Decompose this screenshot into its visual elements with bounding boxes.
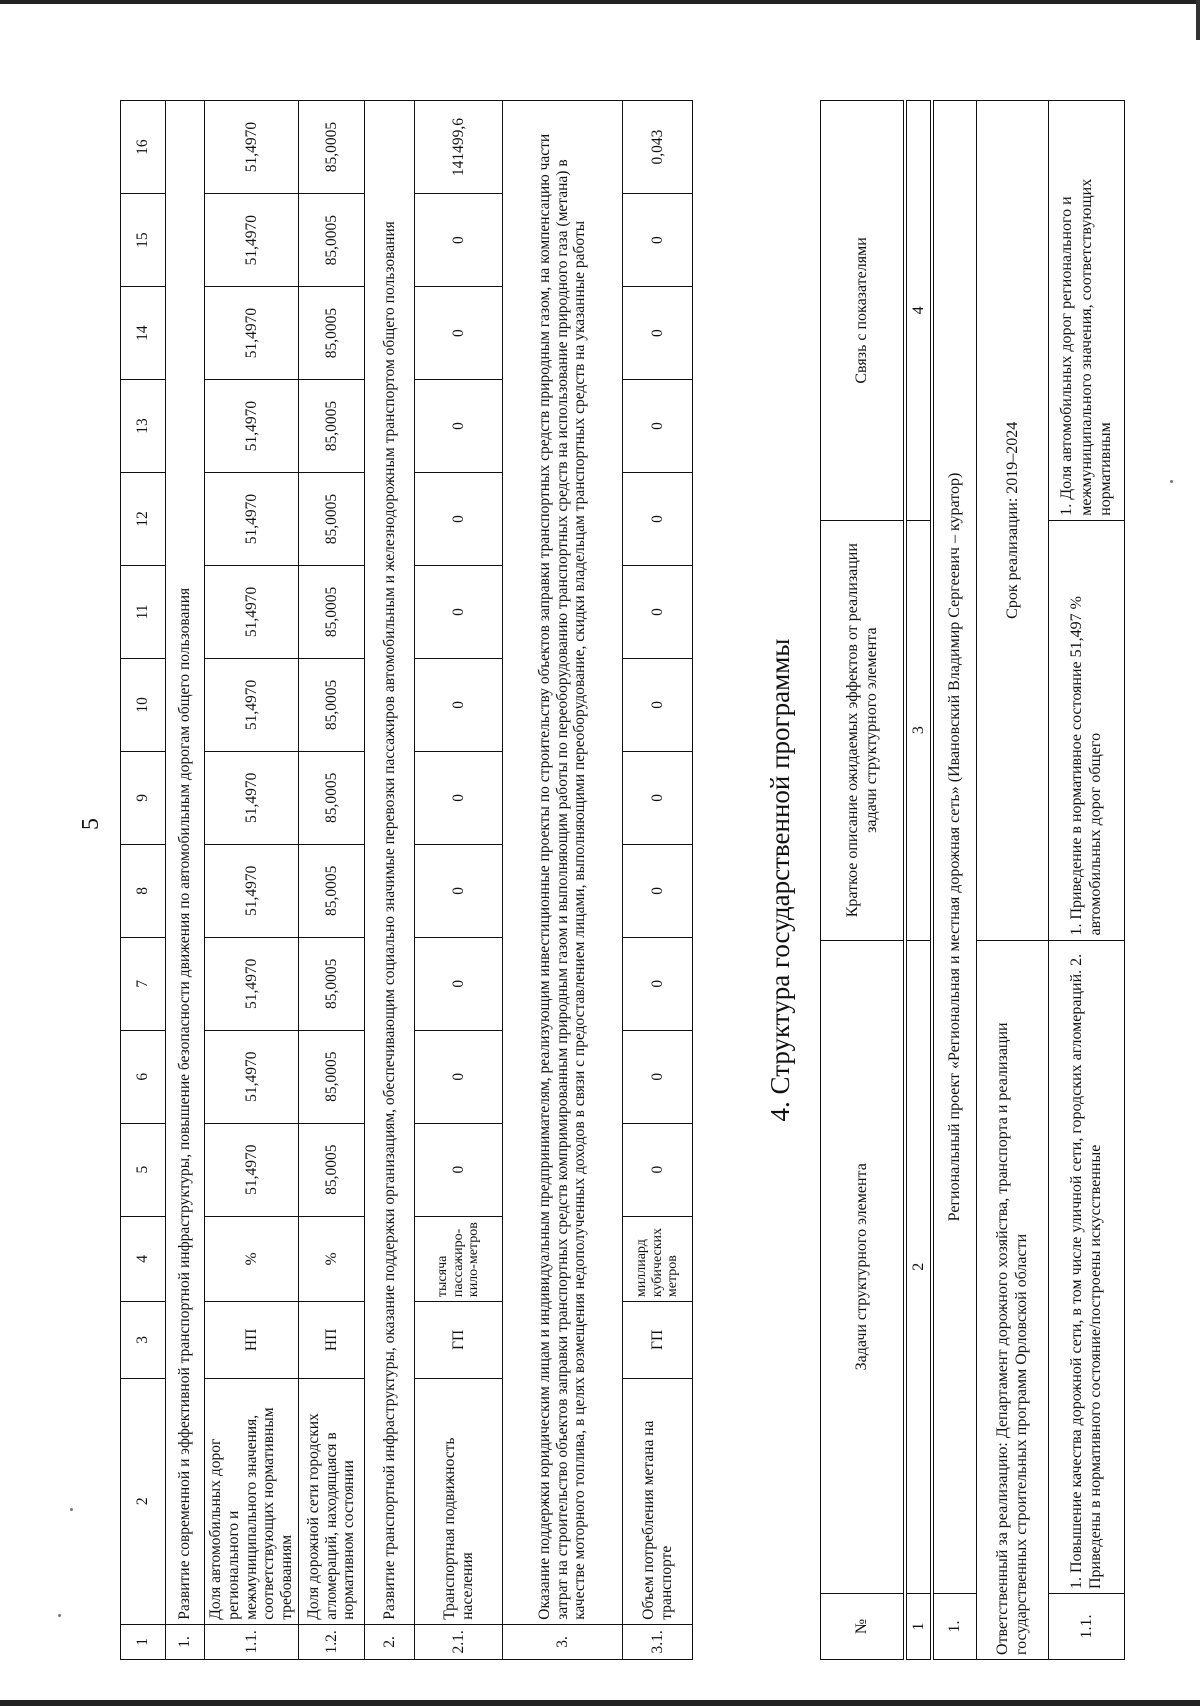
value-cell: 0 (415, 1030, 503, 1123)
value-cell: 85,0005 (299, 194, 365, 287)
table-row (299, 101, 365, 1660)
header-cell: 5 (121, 1123, 166, 1216)
value-cell: 85,0005 (299, 1123, 365, 1216)
value-cell: 0 (415, 751, 503, 844)
column-number: 1 (905, 1594, 932, 1660)
table-row (205, 101, 299, 1660)
row-number: 1.2. (299, 1624, 365, 1659)
value-cell: 0 (623, 751, 693, 844)
section-row (166, 101, 205, 1660)
value-cell: 0 (623, 565, 693, 658)
header-cell: Краткое описание ожидаемых эффектов от реализации задачи структурного элемента (821, 520, 906, 940)
row-number: 1.1. (1048, 1594, 1124, 1660)
value-cell: 51,4970 (205, 287, 299, 380)
indicator-unit: миллиард кубических метров (623, 1216, 693, 1301)
indicators-table (120, 100, 693, 1660)
section-text: Развитие современной и эффективной транспортной инфраструктуры, повышение безопасности движения по автомобильным дорогам общего пользования (166, 101, 205, 1625)
header-cell: 2 (121, 1378, 166, 1624)
value-cell: 85,0005 (299, 937, 365, 1030)
value-cell: 0 (415, 565, 503, 658)
value-cell: 0 (623, 844, 693, 937)
section-row (365, 101, 415, 1660)
value-cell: 0 (415, 1123, 503, 1216)
row-number: 2.1. (415, 1624, 503, 1659)
value-cell: 0 (415, 844, 503, 937)
structure-table (820, 100, 1125, 1660)
value-cell: 51,4970 (205, 194, 299, 287)
column-number: 4 (905, 101, 932, 521)
link-text: 1. Доля автомобильных дорог регионального и межмуниципального значения, соответствующих нормативным (1048, 101, 1124, 521)
indicator-name: Транспортная подвижность населения (415, 1378, 503, 1624)
header-cell: 9 (121, 751, 166, 844)
scan-speck (58, 1614, 61, 1617)
page-number: 5 (78, 818, 104, 830)
header-cell: 15 (121, 194, 166, 287)
section-text: Оказание поддержки юридическим лицам и индивидуальным предпринимателям, реализующим инвестиционные проекты по строительству объектов заправки транспортных средств природным газом, на компенсацию части затрат на строительство объектов заправки транспортных средств компримированным природным газом и выполняющим работы по переоборудованию транспортных средств на использование природного газа (метана) в качестве моторного топлива, в целях возмещения недополученных доходов в связи с предоставлением лицами, выполняющими переоборудование, скидки владельцам транспортных средств на указанные работы (503, 101, 623, 1625)
indicator-unit: тысяча пассажиро-кило-метров (415, 1216, 503, 1301)
header-cell: 8 (121, 844, 166, 937)
column-number: 3 (905, 520, 932, 940)
responsible-row (976, 101, 1048, 1660)
project-title: Региональный проект «Региональная и местная дорожная сеть» (Ивановский Владимир Сергеевич – куратор) (932, 101, 976, 1594)
value-cell: 0 (623, 473, 693, 566)
header-cell: 11 (121, 565, 166, 658)
indicator-name: Доля автомобильных дорог регионального и межмуниципального значения, соответствующих нормативным требованиям (205, 1378, 299, 1624)
value-cell: 51,4970 (205, 1030, 299, 1123)
scan-edge-bottom (0, 1700, 1200, 1706)
value-cell: 51,4970 (205, 473, 299, 566)
table-row (415, 101, 503, 1660)
value-cell: 85,0005 (299, 473, 365, 566)
value-cell: 0 (623, 380, 693, 473)
indicator-type: НП (299, 1302, 365, 1379)
value-cell: 0 (415, 473, 503, 566)
header-cell: 3 (121, 1302, 166, 1379)
value-cell: 0 (415, 194, 503, 287)
header-cell: 6 (121, 1030, 166, 1123)
value-cell: 51,4970 (205, 844, 299, 937)
scan-edge-top (0, 0, 1200, 4)
value-cell: 0 (623, 194, 693, 287)
table-header-row (121, 101, 166, 1660)
value-cell: 0 (623, 1030, 693, 1123)
value-cell: 51,4970 (205, 937, 299, 1030)
header-cell: 1 (121, 1624, 166, 1659)
value-cell: 51,4970 (205, 380, 299, 473)
value-cell: 51,4970 (205, 101, 299, 194)
header-cell: 7 (121, 937, 166, 1030)
section-text: Развитие транспортной инфраструктуры, оказание поддержки организациям, обеспечивающим социально значимые перевозки пассажиров автомобильным и железнодорожным транспортом общего пользования (365, 101, 415, 1625)
period-text: Срок реализации: 2019–2024 (976, 101, 1048, 941)
value-cell: 85,0005 (299, 1030, 365, 1123)
row-number: 1. (932, 1594, 976, 1660)
value-cell: 0 (623, 287, 693, 380)
value-cell: 85,0005 (299, 658, 365, 751)
indicator-name: Объем потребления метана на транспорте (623, 1378, 693, 1624)
value-cell: 0 (623, 1123, 693, 1216)
value-cell: 51,4970 (205, 1123, 299, 1216)
scan-speck (70, 1508, 73, 1511)
table-header-row (821, 101, 906, 1660)
column-number: 2 (905, 940, 932, 1594)
scan-speck (1170, 480, 1173, 483)
value-cell: 51,4970 (205, 658, 299, 751)
value-cell: 51,4970 (205, 751, 299, 844)
responsible-text: Ответственный за реализацию: Департамент дорожного хозяйства, транспорта и реализации государственных строительных программ Орловской области (976, 940, 1048, 1659)
section-title: 4. Структура государственной программы (765, 638, 795, 1122)
section-number: 3. (503, 1624, 623, 1659)
value-cell: 141499,6 (415, 101, 503, 194)
value-cell: 85,0005 (299, 844, 365, 937)
value-cell: 85,0005 (299, 287, 365, 380)
header-cell: № (821, 1594, 906, 1660)
header-cell: Связь с показателями (821, 101, 906, 521)
header-cell: 12 (121, 473, 166, 566)
numbering-row (905, 101, 932, 1660)
value-cell: 0,043 (623, 101, 693, 194)
value-cell: 85,0005 (299, 101, 365, 194)
task-text: 1. Повышение качества дорожной сети, в том числе уличной сети, городских агломераций. 2. Приведены в нормативного состояние/построены искусственные (1048, 940, 1124, 1594)
value-cell: 0 (415, 658, 503, 751)
row-number: 1.1. (205, 1624, 299, 1659)
rotated-document (120, 80, 1160, 1660)
value-cell: 85,0005 (299, 380, 365, 473)
indicator-type: ГП (415, 1302, 503, 1379)
header-cell: 14 (121, 287, 166, 380)
scan-edge-right (1196, 0, 1200, 40)
indicator-name: Доля дорожной сети городских агломераций, находящаяся в нормативном состоянии (299, 1378, 365, 1624)
indicator-type: ГП (623, 1302, 693, 1379)
value-cell: 85,0005 (299, 565, 365, 658)
section-number: 2. (365, 1624, 415, 1659)
header-cell: 4 (121, 1216, 166, 1301)
value-cell: 0 (415, 380, 503, 473)
indicator-unit: % (299, 1216, 365, 1301)
table-row (623, 101, 693, 1660)
header-cell: 13 (121, 380, 166, 473)
effect-text: 1. Приведение в нормативное состояние 51,497 % автомобильных дорог общего (1048, 520, 1124, 940)
value-cell: 0 (623, 937, 693, 1030)
value-cell: 0 (415, 287, 503, 380)
project-row (932, 101, 976, 1660)
header-cell: Задачи структурного элемента (821, 940, 906, 1594)
indicator-unit: % (205, 1216, 299, 1301)
section-number: 1. (166, 1624, 205, 1659)
table-row (1048, 101, 1124, 1660)
row-number: 3.1. (623, 1624, 693, 1659)
value-cell: 0 (623, 658, 693, 751)
indicator-type: НП (205, 1302, 299, 1379)
value-cell: 51,4970 (205, 565, 299, 658)
header-cell: 10 (121, 658, 166, 751)
value-cell: 0 (415, 937, 503, 1030)
header-cell: 16 (121, 101, 166, 194)
value-cell: 85,0005 (299, 751, 365, 844)
section-row (503, 101, 623, 1660)
